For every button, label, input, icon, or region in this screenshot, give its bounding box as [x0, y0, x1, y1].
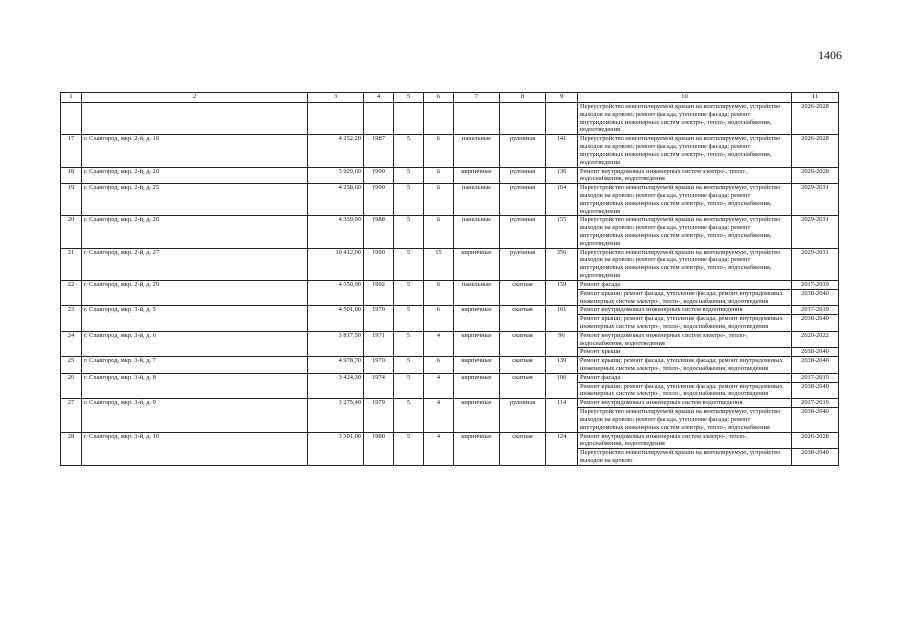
- table-row: [61, 248, 839, 280]
- work-period-cell: 2038-2040: [792, 382, 839, 399]
- entrances-cell: [424, 103, 454, 135]
- work-description-cell: Переустройство невентилируемой крыши на вентилируемую, устройство выходов на кровлю: [578, 449, 792, 466]
- table-row: [61, 135, 839, 167]
- table-body: [61, 93, 839, 466]
- work-description-cell: Переустройство невентилируемой крыши на вентилируемую, устройство выходов на кровлю; ремонт фасада, утепление фасада; ремонт внутридомовых инженерных систем электро-, тепло-, водоснабжения: [578, 408, 792, 432]
- wall-material-cell: панельные: [454, 216, 500, 248]
- area-cell: 3 929,60: [308, 167, 364, 184]
- header-cell: 5: [394, 93, 424, 103]
- wall-material-cell: панельные: [454, 280, 500, 305]
- roof-type-cell: скатная: [500, 280, 546, 305]
- area-cell: 4 258,60: [308, 184, 364, 216]
- wall-material-cell: кирпичные: [454, 248, 500, 280]
- roof-type-cell: скатная: [500, 306, 546, 331]
- entrances-cell: 15: [424, 248, 454, 280]
- year-cell: 1974: [364, 373, 394, 398]
- work-description-cell: Ремонт крыши; ремонт фасада, утепление фасада; ремонт внутридомовых инженерных систем электро-, тепло-, водоснабжения, водоотведения: [578, 382, 792, 399]
- year-cell: [364, 103, 394, 135]
- entrances-cell: 6: [424, 135, 454, 167]
- roof-type-cell: скатная: [500, 373, 546, 398]
- row-number-cell: 23: [61, 306, 82, 331]
- residents-cell: 159: [546, 280, 578, 305]
- address-cell: г. Славгород, мкр. 3-й, д. 5: [82, 306, 308, 331]
- address-cell: г. Славгород, мкр. 3-й, д. 10: [82, 432, 308, 465]
- area-cell: 3 301,00: [308, 432, 364, 465]
- header-cell: 1: [61, 93, 82, 103]
- entrances-cell: 4: [424, 432, 454, 465]
- address-cell: г. Славгород, мкр. 3-й, д. 9: [82, 399, 308, 432]
- row-number-cell: 19: [61, 184, 82, 216]
- header-cell: 9: [546, 93, 578, 103]
- residents-cell: 164: [546, 184, 578, 216]
- work-period-cell: 2017-2019: [792, 399, 839, 408]
- wall-material-cell: панельные: [454, 184, 500, 216]
- work-period-cell: 2026-2028: [792, 103, 839, 135]
- residents-cell: 124: [546, 432, 578, 465]
- work-description-cell: Ремонт внутридомовых инженерных систем водоотведения: [578, 399, 792, 408]
- residents-cell: 96: [546, 331, 578, 356]
- wall-material-cell: кирпичные: [454, 432, 500, 465]
- table-row: [61, 432, 839, 449]
- header-cell: 8: [500, 93, 546, 103]
- work-description-cell: Ремонт крыши; ремонт фасада, утепление фасада; ремонт внутридомовых инженерных систем электро-, тепло-, водоснабжения, водоотведения: [578, 357, 792, 374]
- work-description-cell: Переустройство невентилируемой крыши на вентилируемую, устройство выходов на кровлю; ремонт фасада, утепление фасада; ремонт внутридомовых инженерных систем электро-, тепло-, водоснабжения, водоотведения: [578, 184, 792, 216]
- entrances-cell: 4: [424, 399, 454, 432]
- area-cell: [308, 103, 364, 135]
- roof-type-cell: скатная: [500, 331, 546, 356]
- row-number-cell: 26: [61, 373, 82, 398]
- area-cell: 4 978,70: [308, 357, 364, 374]
- wall-material-cell: кирпичные: [454, 167, 500, 184]
- table-row: [61, 399, 839, 408]
- area-cell: 4 252,20: [308, 135, 364, 167]
- year-cell: 1980: [364, 432, 394, 465]
- work-description-cell: Ремонт крыши: [578, 348, 792, 357]
- work-description-cell: Ремонт внутридомовых инженерных систем электро-, тепло-, водоснабжения, водоотведения: [578, 331, 792, 348]
- floors-cell: 5: [394, 357, 424, 374]
- floors-cell: 5: [394, 432, 424, 465]
- roof-type-cell: рулонная: [500, 216, 546, 248]
- row-number-cell: 27: [61, 399, 82, 432]
- year-cell: 1988: [364, 216, 394, 248]
- work-description-cell: Ремонт внутридомовых инженерных систем электро-, тепло-, водоснабжения, водоотведения: [578, 167, 792, 184]
- year-cell: 1990: [364, 248, 394, 280]
- floors-cell: 5: [394, 373, 424, 398]
- wall-material-cell: [454, 103, 500, 135]
- table-row: [61, 357, 839, 374]
- work-period-cell: 2017-2019: [792, 306, 839, 315]
- roof-type-cell: рулонная: [500, 248, 546, 280]
- year-cell: 1970: [364, 357, 394, 374]
- roof-type-cell: рулонная: [500, 399, 546, 432]
- address-cell: г. Славгород, мкр. 2-й, д. 27: [82, 248, 308, 280]
- repair-schedule-table: [60, 92, 839, 466]
- roof-type-cell: рулонная: [500, 167, 546, 184]
- entrances-cell: 6: [424, 184, 454, 216]
- residents-cell: 106: [546, 373, 578, 398]
- address-cell: г. Славгород, мкр. 2-й, д. 20: [82, 167, 308, 184]
- area-cell: 3 817,50: [308, 331, 364, 356]
- work-period-cell: 2038-2040: [792, 357, 839, 374]
- row-number-cell: 18: [61, 167, 82, 184]
- row-number-cell: 21: [61, 248, 82, 280]
- table-row: [61, 280, 839, 289]
- work-description-cell: Ремонт крыши; ремонт фасада, утепление фасада; ремонт внутридомовых инженерных систем электро-, тепло-, водоснабжения, водоотведения: [578, 315, 792, 332]
- wall-material-cell: кирпичные: [454, 399, 500, 432]
- row-number-cell: 22: [61, 280, 82, 305]
- work-period-cell: 2038-2040: [792, 348, 839, 357]
- year-cell: 1971: [364, 331, 394, 356]
- entrances-cell: 6: [424, 216, 454, 248]
- work-description-cell: Ремонт фасада: [578, 373, 792, 382]
- wall-material-cell: кирпичные: [454, 357, 500, 374]
- header-cell: 7: [454, 93, 500, 103]
- residents-cell: [546, 103, 578, 135]
- work-description-cell: Ремонт внутридомовых инженерных систем водоотведения: [578, 306, 792, 315]
- work-period-cell: 2029-2031: [792, 216, 839, 248]
- work-period-cell: 2038-2040: [792, 449, 839, 466]
- address-cell: г. Славгород, мкр. 2-й, д. 19: [82, 135, 308, 167]
- residents-cell: 141: [546, 135, 578, 167]
- table-row: [61, 103, 839, 135]
- address-cell: [82, 103, 308, 135]
- header-cell: 4: [364, 93, 394, 103]
- residents-cell: 356: [546, 248, 578, 280]
- work-description-cell: Ремонт внутридомовых инженерных систем электро-, тепло-, водоснабжения, водоотведения: [578, 432, 792, 449]
- row-number-cell: 24: [61, 331, 82, 356]
- residents-cell: 139: [546, 357, 578, 374]
- area-cell: 3 275,40: [308, 399, 364, 432]
- row-number-cell: 28: [61, 432, 82, 465]
- header-cell: 6: [424, 93, 454, 103]
- roof-type-cell: рулонная: [500, 184, 546, 216]
- work-description-cell: Ремонт крыши; ремонт фасада, утепление фасада; ремонт внутридомовых инженерных систем электро-, тепло-, водоснабжения, водоотведения: [578, 289, 792, 306]
- roof-type-cell: рулонная: [500, 135, 546, 167]
- work-description-cell: Переустройство невентилируемой крыши на вентилируемую, устройство выходов на кровлю; ремонт фасада, утепление фасада; ремонт внутридомовых инженерных систем электро-, тепло-, водоснабжения, водоотведения: [578, 103, 792, 135]
- work-period-cell: 2026-2028: [792, 135, 839, 167]
- entrances-cell: 6: [424, 357, 454, 374]
- header-cell: 3: [308, 93, 364, 103]
- floors-cell: 5: [394, 248, 424, 280]
- entrances-cell: 4: [424, 373, 454, 398]
- wall-material-cell: кирпичные: [454, 306, 500, 331]
- entrances-cell: 4: [424, 331, 454, 356]
- wall-material-cell: кирпичные: [454, 373, 500, 398]
- row-number-cell: [61, 103, 82, 135]
- floors-cell: 5: [394, 167, 424, 184]
- row-number-cell: 25: [61, 357, 82, 374]
- work-description-cell: Ремонт фасада: [578, 280, 792, 289]
- table-row: [61, 306, 839, 315]
- work-period-cell: 2038-2040: [792, 408, 839, 432]
- row-number-cell: 20: [61, 216, 82, 248]
- residents-cell: 161: [546, 306, 578, 331]
- year-cell: 1979: [364, 399, 394, 432]
- floors-cell: [394, 103, 424, 135]
- wall-material-cell: кирпичные: [454, 331, 500, 356]
- residents-cell: 114: [546, 399, 578, 432]
- header-cell: 2: [82, 93, 308, 103]
- work-period-cell: 2017-2019: [792, 280, 839, 289]
- entrances-cell: 6: [424, 167, 454, 184]
- address-cell: г. Славгород, мкр. 3-й, д. 7: [82, 357, 308, 374]
- header-row: [61, 93, 839, 103]
- area-cell: 4 501,00: [308, 306, 364, 331]
- address-cell: г. Славгород, мкр. 2-й, д. 29: [82, 280, 308, 305]
- area-cell: 10 412,00: [308, 248, 364, 280]
- floors-cell: 5: [394, 184, 424, 216]
- table-row: [61, 331, 839, 348]
- table-row: [61, 167, 839, 184]
- work-period-cell: 2029-2031: [792, 184, 839, 216]
- work-period-cell: 2026-2028: [792, 432, 839, 449]
- year-cell: 1970: [364, 306, 394, 331]
- floors-cell: 5: [394, 280, 424, 305]
- work-description-cell: Переустройство невентилируемой крыши на вентилируемую, устройство выходов на кровлю; ремонт фасада, утепление фасада; ремонт внутридомовых инженерных систем электро-, тепло-, водоснабжения, водоотведения: [578, 216, 792, 248]
- address-cell: г. Славгород, мкр. 3-й, д. 8: [82, 373, 308, 398]
- table-row: [61, 373, 839, 382]
- work-period-cell: 2029-2031: [792, 248, 839, 280]
- residents-cell: 155: [546, 216, 578, 248]
- year-cell: 1987: [364, 135, 394, 167]
- area-cell: 4 339,00: [308, 216, 364, 248]
- year-cell: 1990: [364, 167, 394, 184]
- work-period-cell: 2026-2028: [792, 167, 839, 184]
- roof-type-cell: [500, 103, 546, 135]
- work-description-cell: Переустройство невентилируемой крыши на вентилируемую, устройство выходов на кровлю; ремонт фасада, утепление фасада; ремонт внутридомовых инженерных систем электро-, тепло-, водоснабжения, водоотведения: [578, 248, 792, 280]
- floors-cell: 5: [394, 331, 424, 356]
- header-cell: 11: [792, 93, 839, 103]
- roof-type-cell: скатная: [500, 357, 546, 374]
- area-cell: 4 350,90: [308, 280, 364, 305]
- table-row: [61, 184, 839, 216]
- entrances-cell: 6: [424, 306, 454, 331]
- residents-cell: 136: [546, 167, 578, 184]
- floors-cell: 5: [394, 135, 424, 167]
- roof-type-cell: скатная: [500, 432, 546, 465]
- work-period-cell: 2017-2019: [792, 373, 839, 382]
- header-cell: 10: [578, 93, 792, 103]
- address-cell: г. Славгород, мкр. 3-й, д. 6: [82, 331, 308, 356]
- address-cell: г. Славгород, мкр. 2-й, д. 25: [82, 184, 308, 216]
- table-row: [61, 216, 839, 248]
- work-period-cell: 2020-2022: [792, 331, 839, 348]
- year-cell: 1992: [364, 280, 394, 305]
- floors-cell: 5: [394, 399, 424, 432]
- page-number: 1406: [818, 48, 842, 62]
- entrances-cell: 6: [424, 280, 454, 305]
- row-number-cell: 17: [61, 135, 82, 167]
- area-cell: 3 424,30: [308, 373, 364, 398]
- floors-cell: 5: [394, 306, 424, 331]
- year-cell: 1990: [364, 184, 394, 216]
- work-description-cell: Переустройство невентилируемой крыши на вентилируемую, устройство выходов на кровлю; ремонт фасада, утепление фасада; ремонт внутридомовых инженерных систем электро-, тепло-, водоснабжения, водоотведения: [578, 135, 792, 167]
- work-period-cell: 2038-2040: [792, 289, 839, 306]
- wall-material-cell: панельные: [454, 135, 500, 167]
- address-cell: г. Славгород, мкр. 2-й, д. 26: [82, 216, 308, 248]
- floors-cell: 5: [394, 216, 424, 248]
- work-period-cell: 2038-2040: [792, 315, 839, 332]
